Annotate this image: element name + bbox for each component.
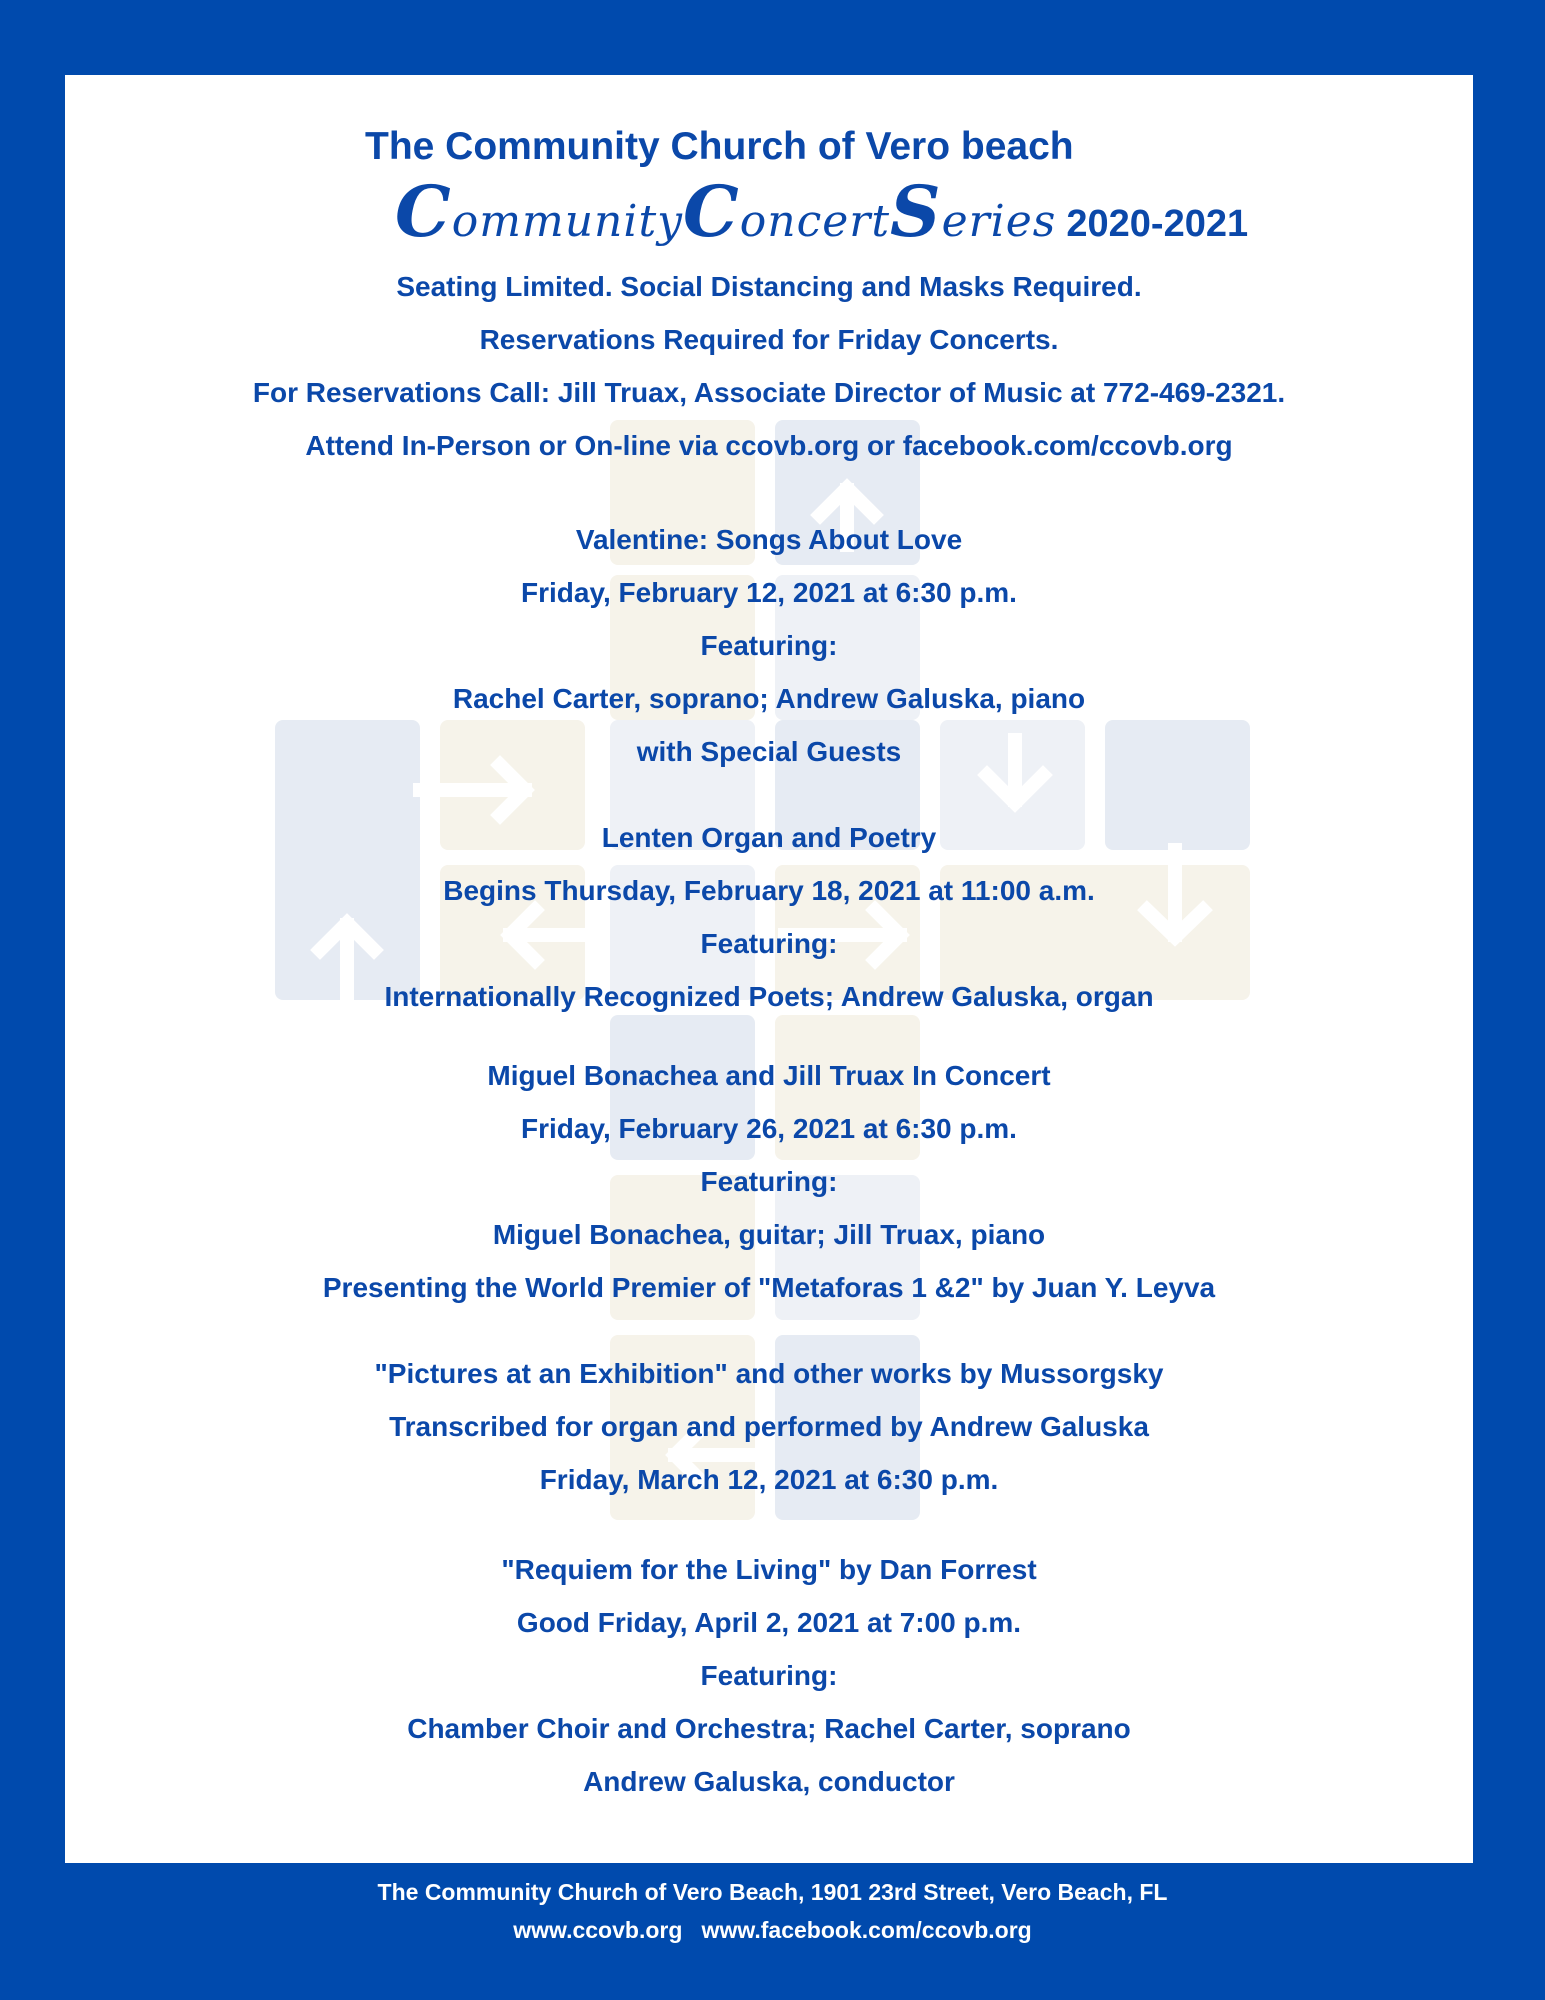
season-years: 2020-2021 (1066, 203, 1249, 245)
event-featuring-label: Featuring: (700, 1660, 838, 1691)
event-conductor: Andrew Galuska, conductor (583, 1766, 955, 1797)
flyer-content (65, 75, 1473, 1863)
event-title: "Requiem for the Living" by Dan Forrest (501, 1554, 1037, 1585)
notice-line: Seating Limited. Social Distancing and Masks Required. (396, 271, 1142, 302)
event-title: Valentine: Songs About Love (575, 524, 963, 555)
event-performers: Rachel Carter, soprano; Andrew Galuska, piano (452, 683, 1086, 714)
event-date: Friday, February 12, 2021 at 6:30 p.m. (521, 577, 1017, 608)
flyer-sheet (65, 75, 1473, 1863)
event-performers: Internationally Recognized Poets; Andrew Galuska, organ (384, 981, 1154, 1012)
event-title: Miguel Bonachea and Jill Truax In Concert (487, 1060, 1051, 1091)
notice-line: For Reservations Call: Jill Truax, Associate Director of Music at 772-469-2321. (252, 377, 1286, 408)
church-name-title: The Community Church of Vero beach (365, 125, 1074, 168)
event-performers: Chamber Choir and Orchestra; Rachel Carter, soprano (407, 1713, 1131, 1744)
notice-line: Attend In-Person or On-line via ccovb.org or facebook.com/ccovb.org (305, 430, 1233, 461)
concert-series-title (395, 170, 1249, 253)
event-featuring-label: Featuring: (700, 928, 838, 959)
event-description: Transcribed for organ and performed by Andrew Galuska (389, 1411, 1149, 1442)
event-date: Friday, March 12, 2021 at 6:30 p.m. (539, 1464, 999, 1495)
event-featuring-label: Featuring: (700, 630, 838, 661)
event-date: Begins Thursday, February 18, 2021 at 11:00 a.m. (443, 875, 1095, 906)
notice-line: Reservations Required for Friday Concerts. (479, 324, 1059, 355)
event-note: Presenting the World Premier of "Metaforas 1 &2" by Juan Y. Leyva (322, 1272, 1216, 1303)
event-date: Friday, February 26, 2021 at 6:30 p.m. (521, 1113, 1017, 1144)
event-title: Lenten Organ and Poetry (601, 822, 937, 853)
series-name-script: CommunityConcertSeries (395, 170, 1057, 253)
event-date: Good Friday, April 2, 2021 at 7:00 p.m. (516, 1607, 1022, 1638)
footer-address: The Community Church of Vero Beach, 1901 23rd Street, Vero Beach, FL (377, 1879, 1168, 1905)
event-performers: Miguel Bonachea, guitar; Jill Truax, piano (492, 1219, 1046, 1250)
event-note: with Special Guests (636, 736, 902, 767)
footer-websites: www.ccovb.org www.facebook.com/ccovb.org (513, 1917, 1032, 1943)
event-featuring-label: Featuring: (700, 1166, 838, 1197)
event-title: "Pictures at an Exhibition" and other works by Mussorgsky (374, 1358, 1164, 1389)
